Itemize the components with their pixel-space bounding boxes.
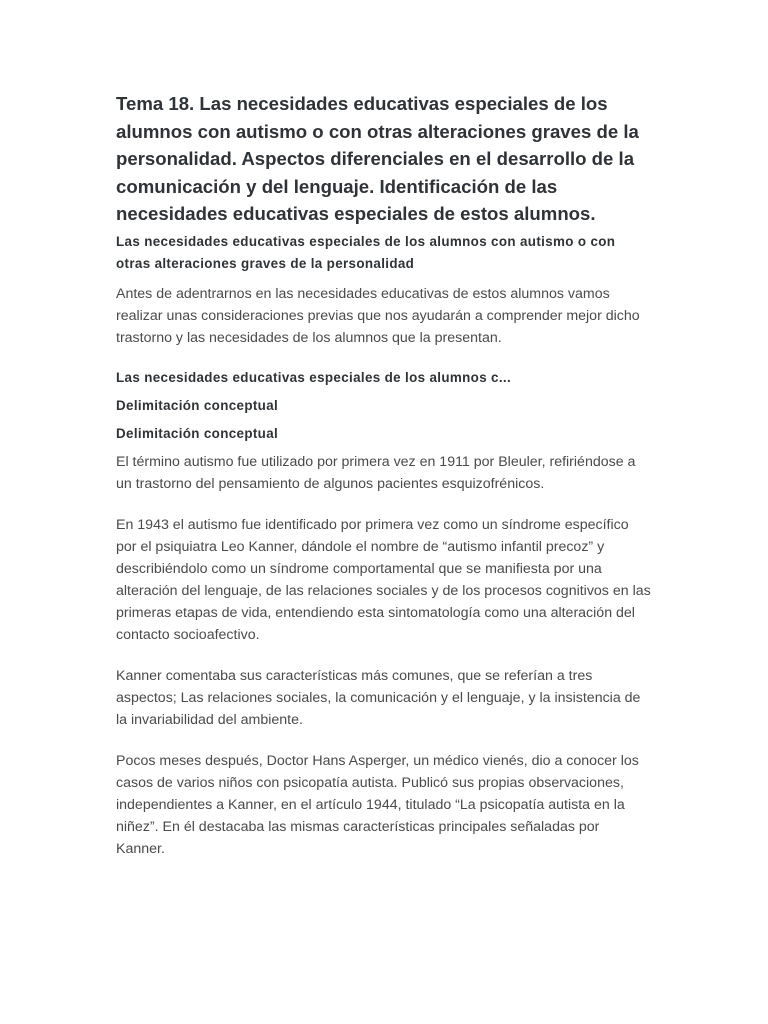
document-title: Tema 18. Las necesidades educativas especiales de los alumnos con autismo o con otras alteraciones graves de la personalidad. Aspectos diferenciales en el desarrollo de la comunicación y del lenguaje. Identificación de las necesidades educativas especiales de estos alumnos. <box>116 93 639 225</box>
paragraph-bleuler: El término autismo fue utilizado por primera vez en 1911 por Bleuler, refiriéndose a un trastorno del pensamiento de algunos pacientes esquizofrénicos. <box>116 453 636 492</box>
spacer <box>116 731 652 750</box>
spacer <box>116 495 652 514</box>
spacer <box>116 646 652 665</box>
spacer <box>116 349 652 367</box>
paragraph-kanner-characteristics: Kanner comentaba sus características más comunes, que se referían a tres aspectos; Las relaciones sociales, la comunicación y el lenguaje, y la insistencia de la invariabilidad del ambiente. <box>116 667 641 728</box>
section-heading-truncated: Las necesidades educativas especiales de los alumnos c... <box>116 369 512 385</box>
spacer <box>116 275 652 283</box>
paragraph-kanner-1943: En 1943 el autismo fue identificado por primera vez como un síndrome específico por el psiquiatra Leo Kanner, dándole el nombre de “autismo infantil precoz” y describiéndolo como un síndrome comportamental que se manifiesta por una alteración del lenguaje, de las relaciones sociales y de los procesos cognitivos en las primeras etapas de vida, entendiendo esta sintomatología como una alteración del contacto socioafectivo. <box>116 516 651 643</box>
section-heading-delimitacion-repeat: Delimitación conceptual <box>116 425 279 441</box>
document-page <box>116 90 652 860</box>
paragraph-asperger: Pocos meses después, Doctor Hans Asperger, un médico vienés, dio a conocer los casos de varios niños con psicopatía autista. Publicó sus propias observaciones, independientes a Kanner, en el artículo 1944, titulado “La psicopatía autista en la niñez”. En él destacaba las mismas características principales señaladas por Kanner. <box>116 752 639 857</box>
section-heading-delimitacion: Delimitación conceptual <box>116 397 279 413</box>
section-heading-nee-autismo: Las necesidades educativas especiales de los alumnos con autismo o con otras alteraciones graves de la personalidad <box>116 233 616 271</box>
intro-paragraph: Antes de adentrarnos en las necesidades educativas de estos alumnos vamos realizar unas consideraciones previas que nos ayudarán a comprender mejor dicho trastorno y las necesidades de los alumnos que la presentan. <box>116 285 640 346</box>
